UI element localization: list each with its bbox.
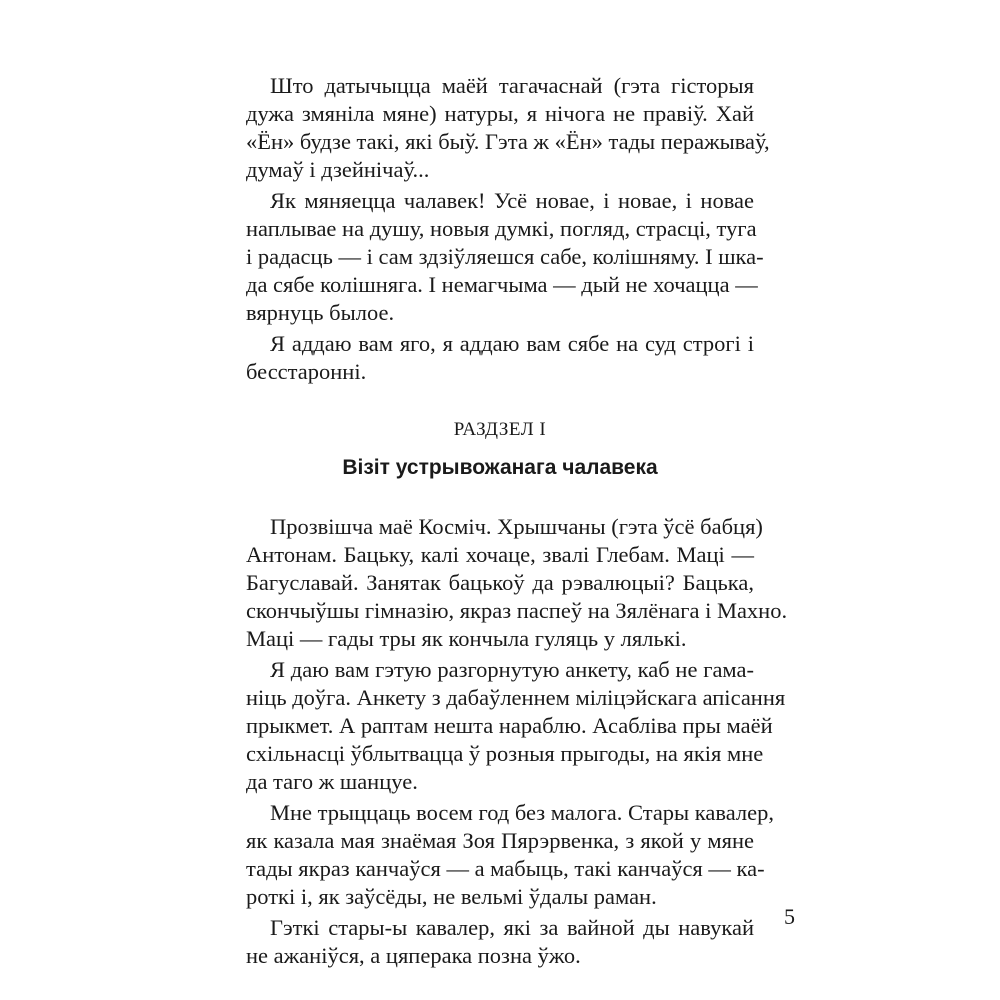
text-line: Я даю вам гэтую разгорнутую анкету, каб не гама- xyxy=(270,657,754,682)
text-line: бесстаронні. xyxy=(246,359,367,384)
text-line: Маці — гады тры як кончыла гуляць у лялькі. xyxy=(246,626,687,651)
text-line: прыкмет. А раптам нешта нараблю. Асабліва пры маёй xyxy=(246,713,773,738)
page-number: 5 xyxy=(784,904,795,929)
text-line: дужа змяніла мяне) натуры, я нічога не правіў. Хай xyxy=(246,101,754,126)
text-line: да сябе колішняга. І немагчыма — дый не хочацца — xyxy=(246,272,758,297)
text-line: схільнасці ўблытвацца ў розныя прыгоды, на якія мне xyxy=(246,741,764,766)
text-line: Багуславай. Занятак бацькоў да рэвалюцыі? Бацька, xyxy=(246,570,754,595)
text-line: наплывае на душу, новыя думкі, погляд, страсці, туга xyxy=(246,216,757,241)
text-line: не ажаніўся, а цяперака позна ўжо. xyxy=(246,943,581,968)
text-line: скончыўшы гімназію, якраз паспеў на Зялёнага і Махно. xyxy=(246,598,788,623)
text-line: Антонам. Бацьку, калі хочаце, звалі Глебам. Маці — xyxy=(246,542,754,567)
text-line: думаў і дзейнічаў... xyxy=(246,157,430,182)
text-line: як казала мая знаёмая Зоя Пярэрвенка, з якой у мяне xyxy=(246,828,754,853)
chapter-title: Візіт устрывожанага чалавека xyxy=(342,456,658,479)
text-line: Што датычыцца маёй тагачаснай (гэта гісторыя xyxy=(270,73,754,98)
text-line: тады якраз канчаўся — а мабыць, такі канчаўся — ка- xyxy=(246,856,765,881)
text-line: роткі і, як заўсёды, не вельмі ўдалы раман. xyxy=(246,884,657,909)
text-line: Прозвішча маё Космiч. Хрышчаны (гэта ўсё бабця) xyxy=(270,514,763,539)
text-line: Я аддаю вам яго, я аддаю вам сябе на суд строгі і xyxy=(270,331,754,356)
text-line: Як мяняецца чалавек! Усё новае, і новае, і новае xyxy=(270,188,754,213)
text-line: «Ён» будзе такі, які быў. Гэта ж «Ён» тады перажываў, xyxy=(246,129,770,154)
text-line: Мне трыццаць восем год без малога. Стары кавалер, xyxy=(270,800,774,825)
text-line: і радасць — і сам здзіўляешся сабе, колішняму. І шка- xyxy=(246,244,764,269)
text-line: да таго ж шанцуе. xyxy=(246,769,418,794)
section-label: РАЗДЗЕЛ І xyxy=(453,419,547,440)
text-line: Гэткі стары-ы кавалер, які за вайной ды навукай xyxy=(270,915,754,940)
text-line: ніць доўга. Анкету з дабаўленнем міліцэйскага апісання xyxy=(246,685,786,710)
text-line: вярнуць былое. xyxy=(246,300,395,325)
